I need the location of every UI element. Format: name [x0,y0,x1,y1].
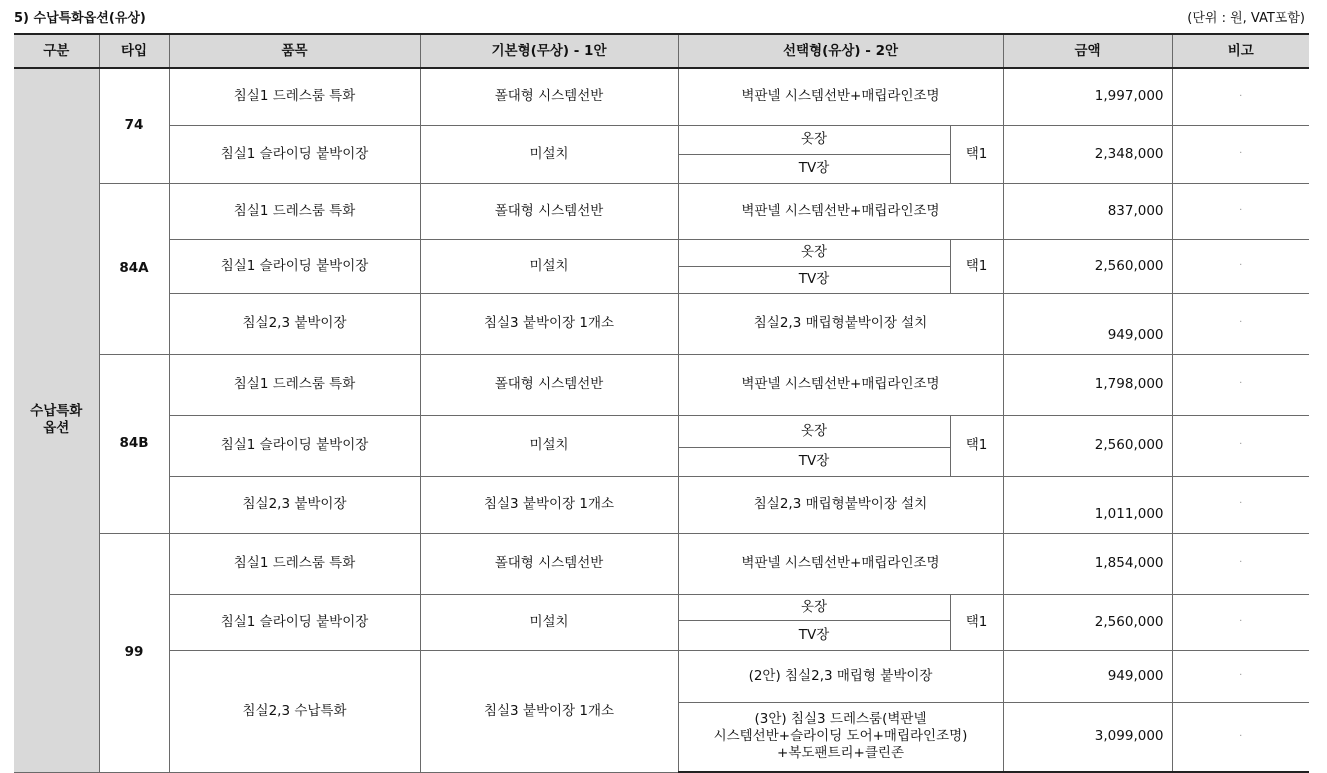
table-row [14,533,1309,594]
amount-cell: 2,348,000 [1003,125,1172,183]
table-row [14,476,1309,533]
note-cell: · [1172,650,1309,702]
note-cell: · [1172,293,1309,354]
option-pick-one: 택1 [950,239,1003,293]
basic-cell: 미설치 [420,125,678,183]
option-wardrobe: 옷장 [678,125,950,154]
option-cell: 벽판넬 시스템선반+매립라인조명 [678,183,1003,239]
group-label: 수납특화 옵션 [14,68,99,772]
option-cell: (2안) 침실2,3 매립형 붙박이장 [678,650,1003,702]
option-tv: TV장 [678,447,950,476]
table-row [14,650,1309,702]
note-cell: · [1172,68,1309,125]
basic-cell: 폴대형 시스템선반 [420,183,678,239]
storage-option-table [14,33,1309,773]
note-cell: · [1172,702,1309,772]
basic-cell: 침실3 붙박이장 1개소 [420,650,678,772]
amount-cell: 949,000 [1003,293,1172,354]
amount-cell: 2,560,000 [1003,239,1172,293]
amount-cell: 1,997,000 [1003,68,1172,125]
option-cell: 침실2,3 매립형붙박이장 설치 [678,476,1003,533]
table-row [14,354,1309,415]
section-title: 5) 수납특화옵션(유상) [14,11,146,26]
option-wardrobe: 옷장 [678,594,950,620]
type-label: 74 [99,68,169,183]
item-cell: 침실2,3 수납특화 [169,650,420,772]
basic-cell: 침실3 붙박이장 1개소 [420,293,678,354]
table-row [14,594,1309,620]
amount-cell: 1,854,000 [1003,533,1172,594]
header-type: 타입 [99,34,169,68]
note-cell: · [1172,533,1309,594]
option-wardrobe: 옷장 [678,239,950,266]
item-cell: 침실1 슬라이딩 붙박이장 [169,239,420,293]
item-cell: 침실2,3 붙박이장 [169,293,420,354]
type-label: 99 [99,533,169,772]
amount-cell: 1,011,000 [1003,476,1172,533]
item-cell: 침실1 슬라이딩 붙박이장 [169,125,420,183]
item-cell: 침실1 드레스룸 특화 [169,183,420,239]
option-pick-one: 택1 [950,594,1003,650]
header-note: 비고 [1172,34,1309,68]
item-cell: 침실1 슬라이딩 붙박이장 [169,415,420,476]
option-tv: TV장 [678,620,950,650]
option-cell: 벽판넬 시스템선반+매립라인조명 [678,533,1003,594]
table-row [14,239,1309,266]
option-pick-one: 택1 [950,125,1003,183]
header-amount: 금액 [1003,34,1172,68]
note-cell: · [1172,183,1309,239]
basic-cell: 미설치 [420,594,678,650]
item-cell: 침실1 슬라이딩 붙박이장 [169,594,420,650]
basic-cell: 폴대형 시스템선반 [420,533,678,594]
type-label: 84B [99,354,169,533]
unit-note: (단위 : 원, VAT포함) [1187,11,1305,26]
basic-cell: 미설치 [420,239,678,293]
header-basic: 기본형(무상) - 1안 [420,34,678,68]
option-cell: 벽판넬 시스템선반+매립라인조명 [678,354,1003,415]
basic-cell: 폴대형 시스템선반 [420,354,678,415]
type-label: 84A [99,183,169,354]
option-tv: TV장 [678,154,950,183]
amount-cell: 2,560,000 [1003,594,1172,650]
header-row [14,34,1309,68]
note-cell: · [1172,476,1309,533]
option-cell: 벽판넬 시스템선반+매립라인조명 [678,68,1003,125]
table-row [14,183,1309,239]
table-row [14,125,1309,154]
amount-cell: 2,560,000 [1003,415,1172,476]
header-item: 품목 [169,34,420,68]
note-cell: · [1172,239,1309,293]
option-cell: (3안) 침실3 드레스룸(벽판넬 시스템선반+슬라이딩 도어+매립라인조명) +복도팬트리+클린존 [678,702,1003,772]
amount-cell: 837,000 [1003,183,1172,239]
basic-cell: 폴대형 시스템선반 [420,68,678,125]
note-cell: · [1172,125,1309,183]
option-tv: TV장 [678,266,950,293]
item-cell: 침실1 드레스룸 특화 [169,68,420,125]
header-category: 구분 [14,34,99,68]
header-option: 선택형(유상) - 2안 [678,34,1003,68]
table-row [14,293,1309,354]
item-cell: 침실1 드레스룸 특화 [169,533,420,594]
item-cell: 침실1 드레스룸 특화 [169,354,420,415]
amount-cell: 1,798,000 [1003,354,1172,415]
amount-cell: 949,000 [1003,650,1172,702]
basic-cell: 침실3 붙박이장 1개소 [420,476,678,533]
option-pick-one: 택1 [950,415,1003,476]
note-cell: · [1172,354,1309,415]
table-row [14,68,1309,125]
amount-cell: 3,099,000 [1003,702,1172,772]
option-cell: 침실2,3 매립형붙박이장 설치 [678,293,1003,354]
table-row [14,415,1309,447]
item-cell: 침실2,3 붙박이장 [169,476,420,533]
basic-cell: 미설치 [420,415,678,476]
note-cell: · [1172,415,1309,476]
note-cell: · [1172,594,1309,650]
option-wardrobe: 옷장 [678,415,950,447]
